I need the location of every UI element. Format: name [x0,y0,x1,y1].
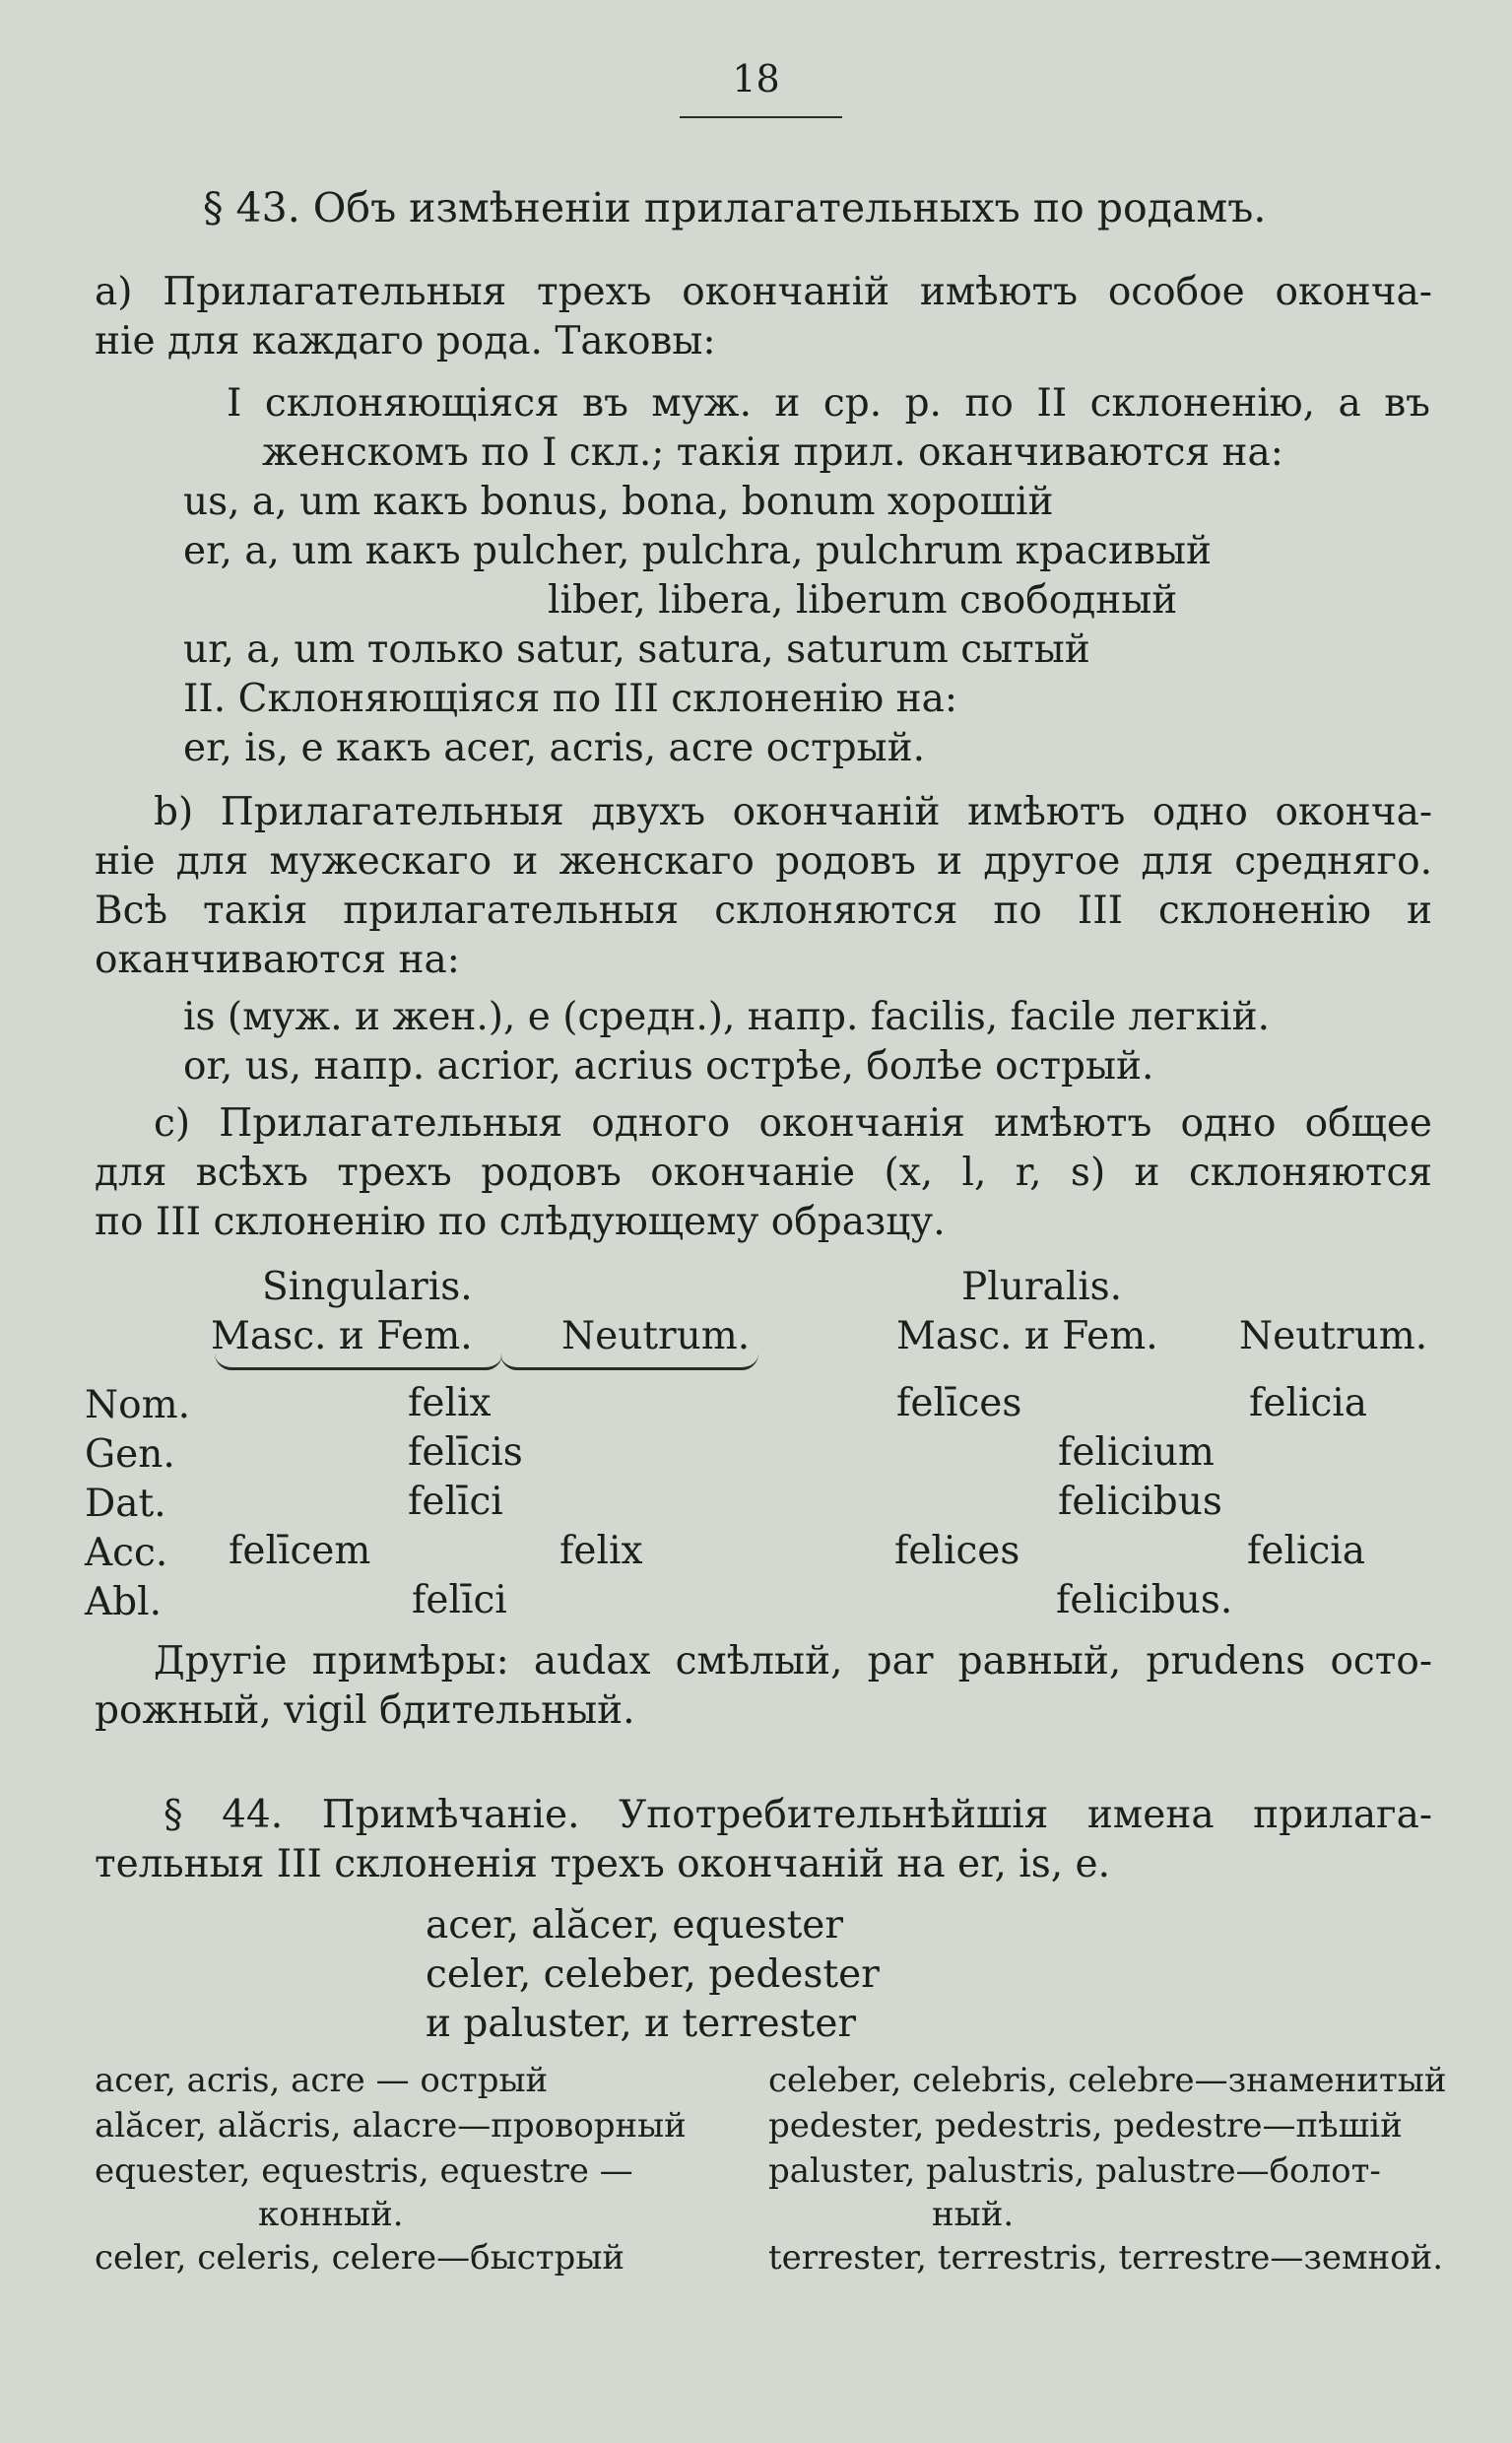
gen-sing: felīcis [408,1430,523,1475]
verse-line-3: и paluster, и terrester [426,2002,857,2046]
section-43-heading: § 43. Объ измѣненіи прилагательныхъ по родамъ. [203,184,1267,231]
section-44-line-2: тельныя III склоненія трехъ окончаній на er, is, e. [95,1842,1111,1886]
verse-line-1: acer, alăcer, equester [426,1903,844,1948]
group-ii-line: II. Склоняющіяся по III склоненію на: [183,677,958,721]
section-44-line-1: § 44. Примѣчаніе. Употребительнѣйшія имена прилага- [164,1793,1432,1837]
dat-plur: felicibus [1058,1480,1222,1524]
case-abl: Abl. [85,1580,162,1624]
nom-plur-mf: felīces [896,1381,1022,1425]
verse-line-2: celer, celeber, pedester [426,1952,880,1997]
adj-equester: equester, equestris, equestre — [95,2151,633,2191]
case-dat: Dat. [85,1482,166,1526]
adj-paluster-cont: ный. [932,2195,1015,2234]
table-singularis-label: Singularis. [262,1265,473,1309]
para-c-line-3: по III склоненію по слѣдующему образцу. [95,1200,946,1244]
para-b-line-3: Всѣ такія прилагательныя склоняются по III склоненію и [95,889,1432,933]
para-c-line-2: для всѣхъ трехъ родовъ окончаніе (x, l, r, s) и склоняются [95,1151,1432,1195]
group-i-line-2: женскомъ по I скл.; такія прил. оканчиваются на: [262,430,1283,475]
nom-plur-n: felicia [1249,1381,1368,1425]
acc-plur-mf: felices [894,1529,1020,1573]
case-nom: Nom. [85,1383,190,1427]
group-i-line-1: I склоняющіяся въ муж. и ср. р. по II склоненію, а въ [227,381,1430,426]
acc-sing-mf: felīcem [229,1529,371,1573]
adj-acer: acer, acris, acre — острый [95,2061,549,2100]
case-acc: Acc. [85,1531,168,1575]
para-b-line-2: ніе для мужескаго и женскаго родовъ и другое для средняго. [95,839,1432,884]
gen-plur: felicium [1058,1430,1215,1475]
ending-ur-line: ur, a, um только satur, satura, saturum сытый [183,627,1090,672]
adj-alacer: alăcer, alăcris, alacre—проворный [95,2106,687,2146]
para-a-line-2: ніе для каждаго рода. Таковы: [95,319,716,363]
table-pluralis-label: Pluralis. [961,1265,1123,1309]
page-number: 18 [732,57,780,100]
adj-celer: celer, celeris, celere—быстрый [95,2238,625,2278]
ending-acer-line: er, is, e какъ acer, acris, acre острый. [183,726,926,770]
table-neutrum-sing: Neutrum. [561,1314,751,1358]
ending-or-line: or, us, напр. acrior, acrius острѣе, болѣе острый. [183,1044,1154,1089]
page-number-rule [680,116,842,118]
adj-pedester: pedester, pedestris, pedestre—пѣшій [768,2106,1403,2146]
adj-terrester: terrester, terrestris, terrestre—земной. [768,2238,1444,2278]
acc-plur-n: felicia [1247,1529,1366,1573]
table-masc-fem-plur: Masc. и Fem. [896,1314,1158,1358]
abl-sing: felīci [412,1578,507,1622]
ending-liber-line: liber, libera, liberum свободный [548,578,1178,623]
para-a-line-1: а) Прилагательныя трехъ окончаній имѣютъ особое оконча- [95,270,1432,314]
adj-paluster: paluster, palustris, palustre—болот- [768,2151,1381,2191]
dat-sing: felīci [408,1480,503,1524]
para-c-line-1: с) Прилагательныя одного окончанія имѣютъ одно общее [154,1101,1432,1146]
para-b-line-1: b) Прилагательныя двухъ окончаній имѣютъ одно оконча- [154,790,1432,834]
other-examples-line-1: Другіе примѣры: audax смѣлый, par равный, prudens осто- [154,1639,1432,1684]
adj-equester-cont: конный. [258,2195,404,2234]
nom-sing: felix [408,1381,492,1425]
abl-plur: felicibus. [1056,1578,1233,1622]
case-gen: Gen. [85,1432,175,1477]
brace-right [500,1354,758,1370]
table-neutrum-plur: Neutrum. [1239,1314,1428,1358]
adj-celeber: celeber, celebris, celebre—знаменитый [768,2061,1447,2100]
ending-er-line: er, a, um какъ pulcher, pulchra, pulchrum красивый [183,529,1213,573]
brace-left [215,1354,502,1370]
other-examples-line-2: рожный, vigil бдительный. [95,1688,635,1733]
acc-sing-n: felix [559,1529,643,1573]
ending-is-line: is (муж. и жен.), e (средн.), напр. facilis, facile легкій. [183,995,1271,1039]
ending-us-line: us, a, um какъ bonus, bona, bonum хорошій [183,480,1054,524]
para-b-line-4: оканчиваются на: [95,938,460,982]
table-masc-fem-sing: Masc. и Fem. [211,1314,473,1358]
